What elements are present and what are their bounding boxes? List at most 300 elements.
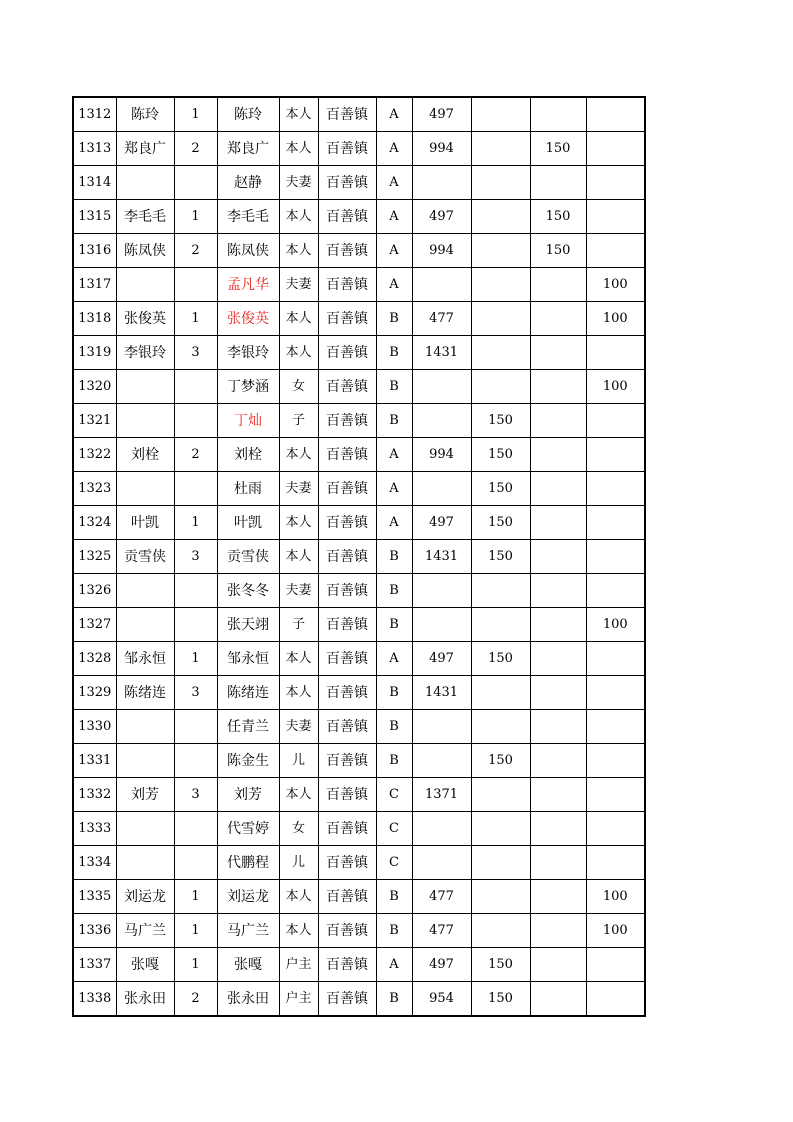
- table-row: [73, 846, 645, 880]
- cell-member-name: 赵静: [217, 166, 279, 200]
- cell-record-id: 1326: [73, 574, 116, 608]
- cell-town: 百善镇: [318, 268, 376, 302]
- cell-relation: 夫妻: [279, 472, 318, 506]
- cell-col10: [530, 914, 586, 948]
- table-row: [73, 200, 645, 234]
- cell-member-name: 刘运龙: [217, 880, 279, 914]
- cell-town: 百善镇: [318, 200, 376, 234]
- cell-col10: [530, 438, 586, 472]
- cell-member-count: [174, 166, 217, 200]
- cell-col10: 150: [530, 234, 586, 268]
- table-row: [73, 97, 645, 132]
- cell-col9: [471, 268, 530, 302]
- cell-grade: B: [376, 370, 412, 404]
- cell-record-id: 1313: [73, 132, 116, 166]
- cell-grade: A: [376, 438, 412, 472]
- cell-col11: [586, 506, 645, 540]
- cell-col11: 100: [586, 880, 645, 914]
- cell-col10: [530, 302, 586, 336]
- cell-record-id: 1321: [73, 404, 116, 438]
- cell-col9: 150: [471, 948, 530, 982]
- cell-col9: 150: [471, 472, 530, 506]
- cell-amount: 994: [412, 438, 471, 472]
- cell-member-name: 陈玲: [217, 97, 279, 132]
- cell-col11: [586, 200, 645, 234]
- cell-col9: [471, 336, 530, 370]
- cell-relation: 子: [279, 404, 318, 438]
- cell-col11: [586, 438, 645, 472]
- cell-town: 百善镇: [318, 540, 376, 574]
- cell-household-head: 刘芳: [116, 778, 174, 812]
- cell-col10: [530, 166, 586, 200]
- cell-amount: 477: [412, 302, 471, 336]
- cell-member-count: [174, 472, 217, 506]
- table-row: [73, 540, 645, 574]
- cell-col10: [530, 778, 586, 812]
- cell-col9: [471, 302, 530, 336]
- cell-amount: 497: [412, 200, 471, 234]
- table-row: [73, 438, 645, 472]
- cell-col11: 100: [586, 914, 645, 948]
- cell-relation: 本人: [279, 302, 318, 336]
- cell-town: 百善镇: [318, 846, 376, 880]
- table-row: [73, 132, 645, 166]
- cell-grade: B: [376, 574, 412, 608]
- cell-col10: [530, 948, 586, 982]
- table-row: [73, 608, 645, 642]
- cell-member-name: 陈绪连: [217, 676, 279, 710]
- cell-member-count: 1: [174, 948, 217, 982]
- cell-member-name: 代雪婷: [217, 812, 279, 846]
- cell-relation: 户主: [279, 982, 318, 1017]
- cell-amount: [412, 166, 471, 200]
- cell-member-count: [174, 574, 217, 608]
- cell-grade: A: [376, 268, 412, 302]
- cell-member-name: 张冬冬: [217, 574, 279, 608]
- cell-amount: 994: [412, 234, 471, 268]
- cell-member-name: 邹永恒: [217, 642, 279, 676]
- cell-relation: 本人: [279, 778, 318, 812]
- cell-col9: 150: [471, 642, 530, 676]
- cell-member-name: 丁灿: [217, 404, 279, 438]
- table-row: [73, 166, 645, 200]
- cell-member-name: 马广兰: [217, 914, 279, 948]
- cell-col11: [586, 676, 645, 710]
- cell-col10: [530, 472, 586, 506]
- cell-col11: [586, 846, 645, 880]
- cell-record-id: 1320: [73, 370, 116, 404]
- cell-relation: 本人: [279, 132, 318, 166]
- table-row: [73, 914, 645, 948]
- cell-col11: [586, 710, 645, 744]
- cell-member-count: 3: [174, 336, 217, 370]
- cell-town: 百善镇: [318, 710, 376, 744]
- cell-member-count: [174, 812, 217, 846]
- cell-relation: 本人: [279, 642, 318, 676]
- cell-member-count: 2: [174, 982, 217, 1017]
- cell-member-name: 张永田: [217, 982, 279, 1017]
- cell-col9: [471, 880, 530, 914]
- cell-col10: 150: [530, 200, 586, 234]
- cell-record-id: 1318: [73, 302, 116, 336]
- cell-town: 百善镇: [318, 948, 376, 982]
- cell-household-head: 贡雪侠: [116, 540, 174, 574]
- cell-grade: A: [376, 97, 412, 132]
- cell-grade: C: [376, 846, 412, 880]
- cell-relation: 户主: [279, 948, 318, 982]
- cell-relation: 女: [279, 370, 318, 404]
- cell-col10: [530, 370, 586, 404]
- cell-household-head: 张嘎: [116, 948, 174, 982]
- cell-member-count: [174, 608, 217, 642]
- cell-household-head: 刘栓: [116, 438, 174, 472]
- cell-amount: [412, 370, 471, 404]
- cell-amount: 497: [412, 642, 471, 676]
- cell-member-count: 3: [174, 778, 217, 812]
- cell-member-count: 1: [174, 97, 217, 132]
- cell-amount: 994: [412, 132, 471, 166]
- cell-member-name: 刘栓: [217, 438, 279, 472]
- cell-grade: B: [376, 608, 412, 642]
- cell-record-id: 1322: [73, 438, 116, 472]
- cell-amount: 1431: [412, 540, 471, 574]
- cell-col10: [530, 97, 586, 132]
- cell-amount: [412, 710, 471, 744]
- cell-amount: [412, 744, 471, 778]
- cell-member-name: 陈凤侠: [217, 234, 279, 268]
- cell-member-count: [174, 846, 217, 880]
- cell-relation: 本人: [279, 438, 318, 472]
- cell-record-id: 1324: [73, 506, 116, 540]
- cell-member-name: 李毛毛: [217, 200, 279, 234]
- cell-town: 百善镇: [318, 812, 376, 846]
- table-row: [73, 982, 645, 1017]
- table-row: [73, 744, 645, 778]
- cell-relation: 本人: [279, 914, 318, 948]
- cell-col11: [586, 404, 645, 438]
- cell-record-id: 1337: [73, 948, 116, 982]
- cell-grade: B: [376, 404, 412, 438]
- table-row: [73, 778, 645, 812]
- cell-col10: [530, 642, 586, 676]
- cell-grade: B: [376, 336, 412, 370]
- cell-town: 百善镇: [318, 166, 376, 200]
- cell-grade: B: [376, 880, 412, 914]
- cell-col9: [471, 97, 530, 132]
- cell-member-count: [174, 268, 217, 302]
- cell-record-id: 1330: [73, 710, 116, 744]
- cell-household-head: [116, 404, 174, 438]
- table-row: [73, 676, 645, 710]
- cell-member-count: 2: [174, 438, 217, 472]
- table-row: [73, 302, 645, 336]
- cell-record-id: 1315: [73, 200, 116, 234]
- cell-col10: [530, 744, 586, 778]
- cell-amount: [412, 846, 471, 880]
- cell-member-count: 1: [174, 200, 217, 234]
- cell-member-name: 丁梦涵: [217, 370, 279, 404]
- cell-relation: 本人: [279, 676, 318, 710]
- cell-col9: 150: [471, 744, 530, 778]
- cell-member-count: 2: [174, 234, 217, 268]
- cell-amount: [412, 574, 471, 608]
- cell-member-count: [174, 744, 217, 778]
- cell-col10: [530, 506, 586, 540]
- cell-col9: [471, 846, 530, 880]
- cell-grade: B: [376, 914, 412, 948]
- cell-record-id: 1334: [73, 846, 116, 880]
- cell-household-head: 郑良广: [116, 132, 174, 166]
- cell-member-name: 杜雨: [217, 472, 279, 506]
- cell-relation: 本人: [279, 506, 318, 540]
- cell-record-id: 1317: [73, 268, 116, 302]
- cell-grade: A: [376, 166, 412, 200]
- cell-grade: A: [376, 200, 412, 234]
- cell-record-id: 1338: [73, 982, 116, 1017]
- cell-town: 百善镇: [318, 676, 376, 710]
- cell-relation: 本人: [279, 540, 318, 574]
- cell-col10: [530, 540, 586, 574]
- cell-relation: 子: [279, 608, 318, 642]
- cell-amount: 497: [412, 506, 471, 540]
- cell-member-name: 孟凡华: [217, 268, 279, 302]
- cell-col9: [471, 812, 530, 846]
- cell-col11: [586, 574, 645, 608]
- cell-col11: [586, 97, 645, 132]
- cell-col10: [530, 574, 586, 608]
- cell-household-head: 马广兰: [116, 914, 174, 948]
- cell-relation: 夫妻: [279, 166, 318, 200]
- table-row: [73, 506, 645, 540]
- table-row: [73, 370, 645, 404]
- cell-record-id: 1331: [73, 744, 116, 778]
- cell-household-head: 陈绪连: [116, 676, 174, 710]
- cell-household-head: [116, 812, 174, 846]
- table-row: [73, 472, 645, 506]
- cell-amount: 1371: [412, 778, 471, 812]
- cell-amount: 1431: [412, 676, 471, 710]
- cell-col9: 150: [471, 982, 530, 1017]
- cell-town: 百善镇: [318, 982, 376, 1017]
- cell-amount: 477: [412, 880, 471, 914]
- cell-amount: [412, 472, 471, 506]
- cell-member-name: 刘芳: [217, 778, 279, 812]
- cell-col9: [471, 710, 530, 744]
- cell-household-head: 刘运龙: [116, 880, 174, 914]
- cell-col11: [586, 642, 645, 676]
- cell-town: 百善镇: [318, 234, 376, 268]
- cell-member-name: 张俊英: [217, 302, 279, 336]
- cell-col10: [530, 268, 586, 302]
- cell-household-head: [116, 710, 174, 744]
- cell-grade: A: [376, 234, 412, 268]
- cell-town: 百善镇: [318, 574, 376, 608]
- cell-household-head: 张永田: [116, 982, 174, 1017]
- cell-col11: [586, 472, 645, 506]
- cell-col11: [586, 948, 645, 982]
- cell-grade: B: [376, 982, 412, 1017]
- cell-col11: [586, 132, 645, 166]
- cell-col10: 150: [530, 132, 586, 166]
- cell-record-id: 1336: [73, 914, 116, 948]
- cell-town: 百善镇: [318, 914, 376, 948]
- cell-col10: [530, 676, 586, 710]
- cell-grade: A: [376, 472, 412, 506]
- cell-household-head: [116, 370, 174, 404]
- cell-col11: 100: [586, 370, 645, 404]
- cell-col9: [471, 234, 530, 268]
- cell-town: 百善镇: [318, 370, 376, 404]
- cell-col11: 100: [586, 268, 645, 302]
- cell-record-id: 1332: [73, 778, 116, 812]
- cell-amount: [412, 404, 471, 438]
- cell-member-count: 3: [174, 540, 217, 574]
- cell-record-id: 1319: [73, 336, 116, 370]
- cell-member-count: 1: [174, 506, 217, 540]
- cell-record-id: 1323: [73, 472, 116, 506]
- cell-town: 百善镇: [318, 642, 376, 676]
- cell-amount: [412, 268, 471, 302]
- cell-household-head: [116, 166, 174, 200]
- cell-household-head: [116, 472, 174, 506]
- cell-relation: 本人: [279, 336, 318, 370]
- cell-record-id: 1329: [73, 676, 116, 710]
- cell-household-head: [116, 744, 174, 778]
- cell-town: 百善镇: [318, 404, 376, 438]
- table-row: [73, 948, 645, 982]
- cell-member-count: 1: [174, 880, 217, 914]
- cell-member-count: 3: [174, 676, 217, 710]
- cell-member-count: 1: [174, 302, 217, 336]
- cell-grade: A: [376, 948, 412, 982]
- cell-record-id: 1328: [73, 642, 116, 676]
- cell-col9: [471, 914, 530, 948]
- cell-grade: A: [376, 642, 412, 676]
- household-subsidy-table: [72, 96, 646, 1017]
- cell-col9: 150: [471, 540, 530, 574]
- cell-col9: [471, 608, 530, 642]
- cell-amount: 497: [412, 948, 471, 982]
- cell-col11: [586, 336, 645, 370]
- cell-record-id: 1333: [73, 812, 116, 846]
- cell-col10: [530, 336, 586, 370]
- cell-amount: [412, 608, 471, 642]
- cell-town: 百善镇: [318, 744, 376, 778]
- cell-col10: [530, 812, 586, 846]
- cell-member-name: 任青兰: [217, 710, 279, 744]
- cell-town: 百善镇: [318, 608, 376, 642]
- cell-member-count: [174, 710, 217, 744]
- cell-col9: [471, 574, 530, 608]
- table-body: [73, 97, 645, 1016]
- cell-amount: [412, 812, 471, 846]
- cell-member-name: 张天翊: [217, 608, 279, 642]
- cell-col11: [586, 982, 645, 1017]
- cell-col9: 150: [471, 404, 530, 438]
- cell-member-name: 张嘎: [217, 948, 279, 982]
- cell-member-name: 代鹏程: [217, 846, 279, 880]
- cell-household-head: [116, 268, 174, 302]
- table-row: [73, 268, 645, 302]
- cell-col11: [586, 234, 645, 268]
- cell-grade: C: [376, 812, 412, 846]
- cell-town: 百善镇: [318, 97, 376, 132]
- cell-household-head: [116, 846, 174, 880]
- cell-grade: A: [376, 506, 412, 540]
- cell-household-head: [116, 608, 174, 642]
- table-row: [73, 234, 645, 268]
- cell-relation: 夫妻: [279, 268, 318, 302]
- cell-col11: 100: [586, 302, 645, 336]
- cell-member-name: 贡雪侠: [217, 540, 279, 574]
- cell-household-head: 陈凤侠: [116, 234, 174, 268]
- table-row: [73, 574, 645, 608]
- cell-relation: 本人: [279, 880, 318, 914]
- cell-col9: [471, 200, 530, 234]
- cell-col9: [471, 778, 530, 812]
- cell-relation: 夫妻: [279, 574, 318, 608]
- cell-grade: B: [376, 540, 412, 574]
- cell-col9: [471, 166, 530, 200]
- cell-col9: [471, 370, 530, 404]
- table-row: [73, 336, 645, 370]
- cell-relation: 儿: [279, 744, 318, 778]
- cell-amount: 477: [412, 914, 471, 948]
- table-row: [73, 710, 645, 744]
- cell-record-id: 1325: [73, 540, 116, 574]
- cell-col9: 150: [471, 506, 530, 540]
- cell-household-head: 陈玲: [116, 97, 174, 132]
- cell-grade: B: [376, 710, 412, 744]
- cell-household-head: 邹永恒: [116, 642, 174, 676]
- cell-household-head: [116, 574, 174, 608]
- cell-grade: C: [376, 778, 412, 812]
- cell-member-count: 2: [174, 132, 217, 166]
- cell-member-name: 陈金生: [217, 744, 279, 778]
- cell-col10: [530, 846, 586, 880]
- cell-relation: 本人: [279, 200, 318, 234]
- cell-household-head: 李毛毛: [116, 200, 174, 234]
- cell-record-id: 1327: [73, 608, 116, 642]
- cell-record-id: 1312: [73, 97, 116, 132]
- cell-town: 百善镇: [318, 778, 376, 812]
- cell-col11: [586, 166, 645, 200]
- cell-member-name: 叶凯: [217, 506, 279, 540]
- cell-amount: 1431: [412, 336, 471, 370]
- cell-relation: 本人: [279, 234, 318, 268]
- cell-col11: 100: [586, 608, 645, 642]
- cell-col11: [586, 744, 645, 778]
- cell-town: 百善镇: [318, 438, 376, 472]
- cell-relation: 儿: [279, 846, 318, 880]
- cell-record-id: 1314: [73, 166, 116, 200]
- cell-record-id: 1316: [73, 234, 116, 268]
- table-row: [73, 642, 645, 676]
- cell-col10: [530, 982, 586, 1017]
- cell-member-count: 1: [174, 642, 217, 676]
- cell-col9: 150: [471, 438, 530, 472]
- cell-grade: B: [376, 302, 412, 336]
- cell-relation: 本人: [279, 97, 318, 132]
- cell-household-head: 叶凯: [116, 506, 174, 540]
- cell-col11: [586, 540, 645, 574]
- cell-town: 百善镇: [318, 472, 376, 506]
- cell-col10: [530, 608, 586, 642]
- cell-grade: A: [376, 132, 412, 166]
- cell-amount: 497: [412, 97, 471, 132]
- cell-town: 百善镇: [318, 336, 376, 370]
- cell-col10: [530, 404, 586, 438]
